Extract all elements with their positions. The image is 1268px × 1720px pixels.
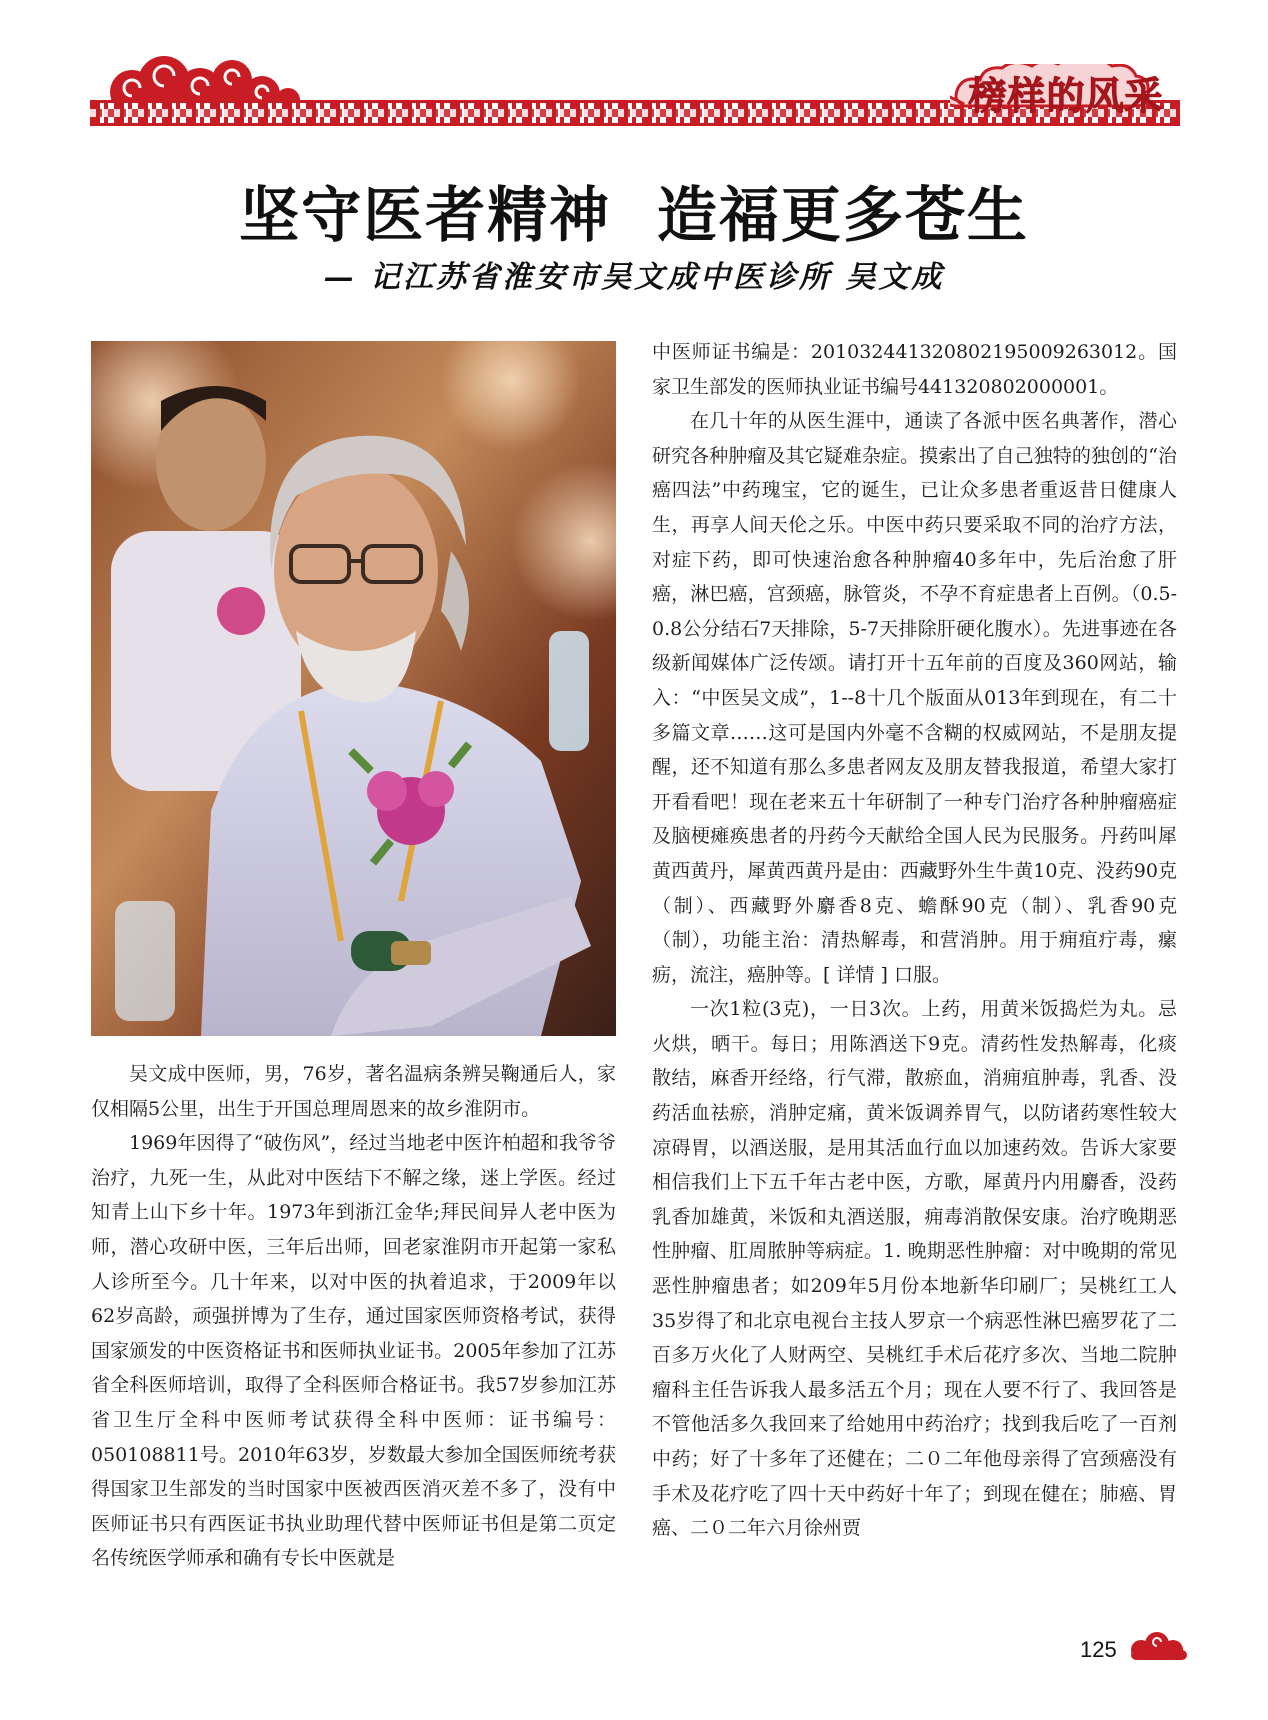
paragraph: 一次1粒(3克)，一日3次。上药，用黄米饭捣烂为丸。忌火烘，晒干。每日；用陈酒送下9克。清药性发热解毒，化痰散结，麻香开经络，行气滞，散瘀血，消痈疽肿毒，乳香、没药活血祛瘀，消肿定痛，黄米饭调养胃气，以防诸药寒性较大凉碍胃，以酒送服，是用其活血行血以加速药效。告诉大家要相信我们上下五千年古老中医，方歌，犀黄丹内用麝香，没药乳香加雄黄，米饭和丸酒送服，痈毒消散保安康。治疗晚期恶性肿瘤、肛周脓肿等病症。1. 晚期恶性肿瘤：对中晚期的常见恶性肿瘤患者；如209年5月份本地新华印刷厂；吴桃红工人35岁得了和北京电视台主技人罗京一个病恶性淋巴癌罗花了二百多万火化了人财两空、吴桃红手术后花疗多次、当地二院肿瘤科主任告诉我人最多活五个月；现在人要不行了、我回答是不管他活多久我回来了给她用中药治疗；找到我后吃了一百剂中药；好了十多年了还健在；二０二年他母亲得了宫颈癌没有手术及花疗吃了四十天中药好十年了；到现在健在；肺癌、胃癌、二０二年六月徐州贾	[652, 998, 1177, 1540]
paragraph: 吴文成中医师，男，76岁，著名温病条辨吴鞠通后人，家仅相隔5公里，出生于开国总理周恩来的故乡淮阴市。	[91, 1063, 616, 1120]
page-header	[0, 0, 1268, 150]
paragraph: 在几十年的从医生涯中，通读了各派中医名典著作，潜心研究各种肿瘤及其它疑难杂症。摸索出了自己独特的独创的“治癌四法”中药瑰宝，它的诞生，已让众多患者重返昔日健康人生，再享人间天伦之乐。中医中药只要采取不同的治疗方法，对症下药，即可快速治愈各种肿瘤40多年中，先后治愈了肝癌，淋巴癌，宫颈癌，脉管炎，不孕不育症患者上百例。（0.5-0.8公分结石7天排除，5-7天排除肝硬化腹水）。先进事迹在各级新闻媒体广泛传颂。请打开十五年前的百度及360网站，输入：“中医吴文成”，1--8十几个版面从013年到现在，有二十多篇文章……这可是国内外毫不含糊的权威网站，不是朋友提醒，还不知道有那么多患者网友及朋友替我报道，希望大家打开看看吧！现在老来五十年研制了一种专门治疗各种肿瘤癌症及脑梗瘫痪患者的丹药今天献给全国人民为民服务。丹药叫犀黄西黄丹，犀黄西黄丹是由：西藏野外生牛黄10克、没药90克（制）、西藏野外麝香8克、蟾酥90克（制）、乳香90克（制），功能主治：清热解毒，和营消肿。用于痈疽疔毒，瘰疬，流注，癌肿等。[ 详情 ] 口服。	[652, 410, 1177, 986]
page-number: 125	[1080, 1637, 1117, 1662]
portrait-photo	[91, 341, 616, 1036]
footer-cloud-icon	[1125, 1630, 1191, 1664]
article-subtitle: — 记江苏省淮安市吴文成中医诊所 吴文成	[323, 260, 945, 295]
section-badge-label: 榜样的风采	[968, 73, 1164, 118]
article-title: 坚守医者精神 造福更多苍生	[239, 181, 1029, 251]
paragraph: 1969年因得了“破伤风”，经过当地老中医许柏超和我爷爷治疗，九死一生，从此对中医结下不解之缘，迷上学医。经过知青上山下乡十年。1973年到浙江金华;拜民间异人老中医为师，潜心攻研中医，三年后出师，回老家淮阴市开起第一家私人诊所至今。几十年来，以对中医的执着追求，于2009年以62岁高龄，顽强拼博为了生存，通过国家医师资格考试，获得国家颁发的中医资格证书和医师执业证书。2005年参加了江苏省全科医师培训，取得了全科医师合格证书。我57岁参加江苏省卫生厅全科中医师考试获得全科中医师：证书编号：050108811号。2010年63岁，岁数最大参加全国医师统考获得国家卫生部发的当时国家中医被西医消灭差不多了，没有中医师证书只有西医证书执业助理代替中医师证书但是第二页定名传统医学师承和确有专长中医就是	[91, 1132, 616, 1570]
paragraph: 中医师证书编是：201032441320802195009263012。国家卫生部发的医师执业证书编号441320802000001。	[652, 341, 1177, 398]
left-text-column	[91, 1057, 616, 1576]
right-text-column	[652, 335, 1177, 1546]
